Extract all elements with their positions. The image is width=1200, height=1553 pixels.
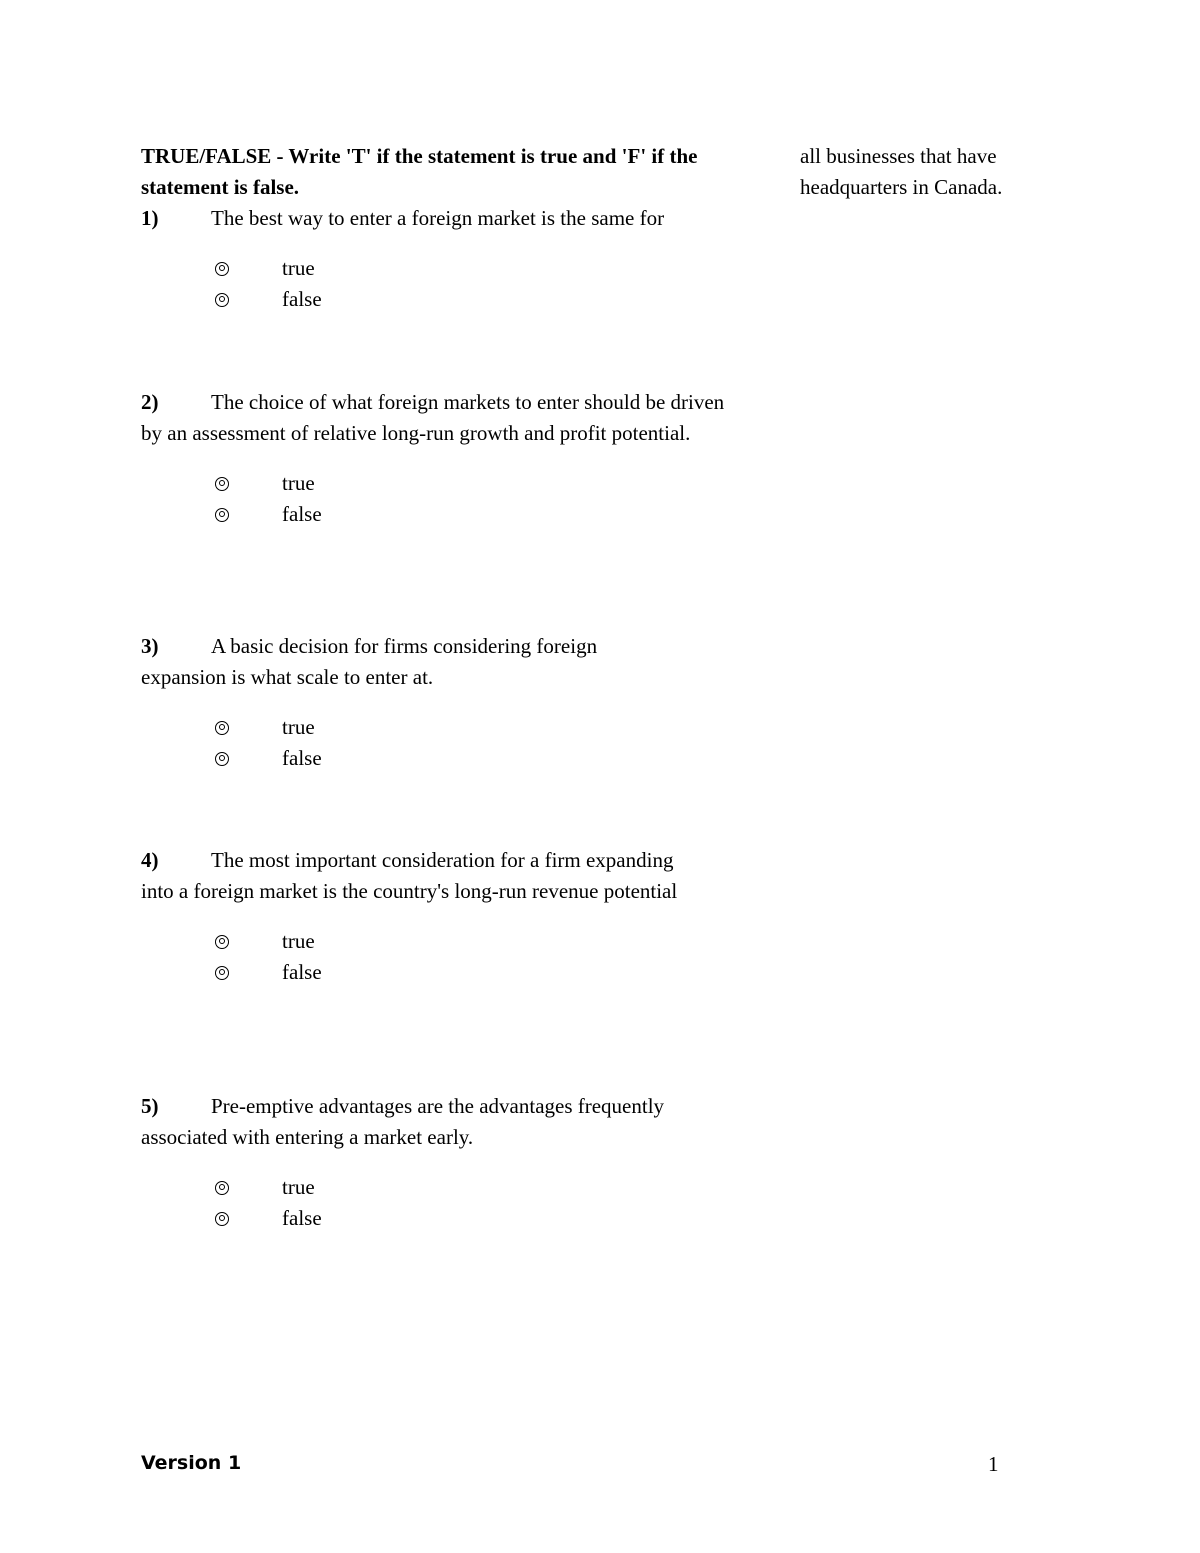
radio-button-icon[interactable]	[215, 966, 229, 980]
option-false[interactable]	[141, 1203, 741, 1234]
question-number: 3)	[141, 634, 159, 658]
question-number: 4)	[141, 848, 159, 872]
question-text	[141, 845, 686, 907]
answer-options	[141, 468, 741, 530]
question-number: 5)	[141, 1094, 159, 1118]
question-text	[141, 631, 661, 693]
radio-button-icon[interactable]	[215, 477, 229, 491]
option-true[interactable]	[141, 926, 741, 957]
instructions-text: TRUE/FALSE - Write 'T' if the statement is true and 'F' if the statement is false.	[141, 144, 698, 199]
question-statement: A basic decision for firms considering foreign expansion is what scale to enter at.	[141, 634, 598, 689]
question-statement: The most important consideration for a firm expanding into a foreign market is the country's long-run revenue potential	[141, 848, 678, 903]
question-statement: The choice of what foreign markets to enter should be driven by an assessment of relative long-run growth and profit potential.	[141, 390, 725, 445]
question-5	[141, 1091, 741, 1234]
radio-button-icon[interactable]	[215, 935, 229, 949]
question-statement: Pre-emptive advantages are the advantages frequently associated with entering a market early.	[141, 1094, 665, 1149]
radio-button-icon[interactable]	[215, 752, 229, 766]
option-label: false	[282, 287, 322, 311]
footer-page-number: 1	[988, 1452, 999, 1476]
answer-options	[141, 926, 741, 988]
option-false[interactable]	[141, 284, 741, 315]
question-text	[141, 387, 741, 449]
option-label: false	[282, 960, 322, 984]
continued-text-column	[800, 141, 1060, 203]
option-false[interactable]	[141, 743, 741, 774]
option-label: true	[282, 1175, 315, 1199]
option-label: true	[282, 715, 315, 739]
option-false[interactable]	[141, 499, 741, 530]
option-label: false	[282, 1206, 322, 1230]
answer-options	[141, 712, 741, 774]
question-2	[141, 387, 741, 530]
question-1	[141, 203, 741, 315]
option-true[interactable]	[141, 253, 741, 284]
question-number: 2)	[141, 390, 159, 414]
option-label: true	[282, 471, 315, 495]
question-text	[141, 203, 741, 234]
radio-button-icon[interactable]	[215, 508, 229, 522]
option-true[interactable]	[141, 1172, 741, 1203]
footer-version: Version 1	[141, 1452, 242, 1474]
option-label: true	[282, 929, 315, 953]
answer-options	[141, 1172, 741, 1234]
radio-button-icon[interactable]	[215, 1181, 229, 1195]
option-true[interactable]	[141, 712, 741, 743]
option-label: false	[282, 502, 322, 526]
question-number: 1)	[141, 206, 159, 230]
instructions-block	[141, 141, 741, 203]
option-true[interactable]	[141, 468, 741, 499]
option-false[interactable]	[141, 957, 741, 988]
radio-button-icon[interactable]	[215, 721, 229, 735]
radio-button-icon[interactable]	[215, 1212, 229, 1226]
radio-button-icon[interactable]	[215, 293, 229, 307]
option-label: false	[282, 746, 322, 770]
answer-options	[141, 253, 741, 315]
radio-button-icon[interactable]	[215, 262, 229, 276]
continued-question-text: all businesses that have headquarters in Canada.	[800, 144, 1003, 199]
question-3	[141, 631, 741, 774]
option-label: true	[282, 256, 315, 280]
question-4	[141, 845, 741, 988]
question-text	[141, 1091, 741, 1153]
question-statement: The best way to enter a foreign market is the same for	[211, 206, 665, 230]
